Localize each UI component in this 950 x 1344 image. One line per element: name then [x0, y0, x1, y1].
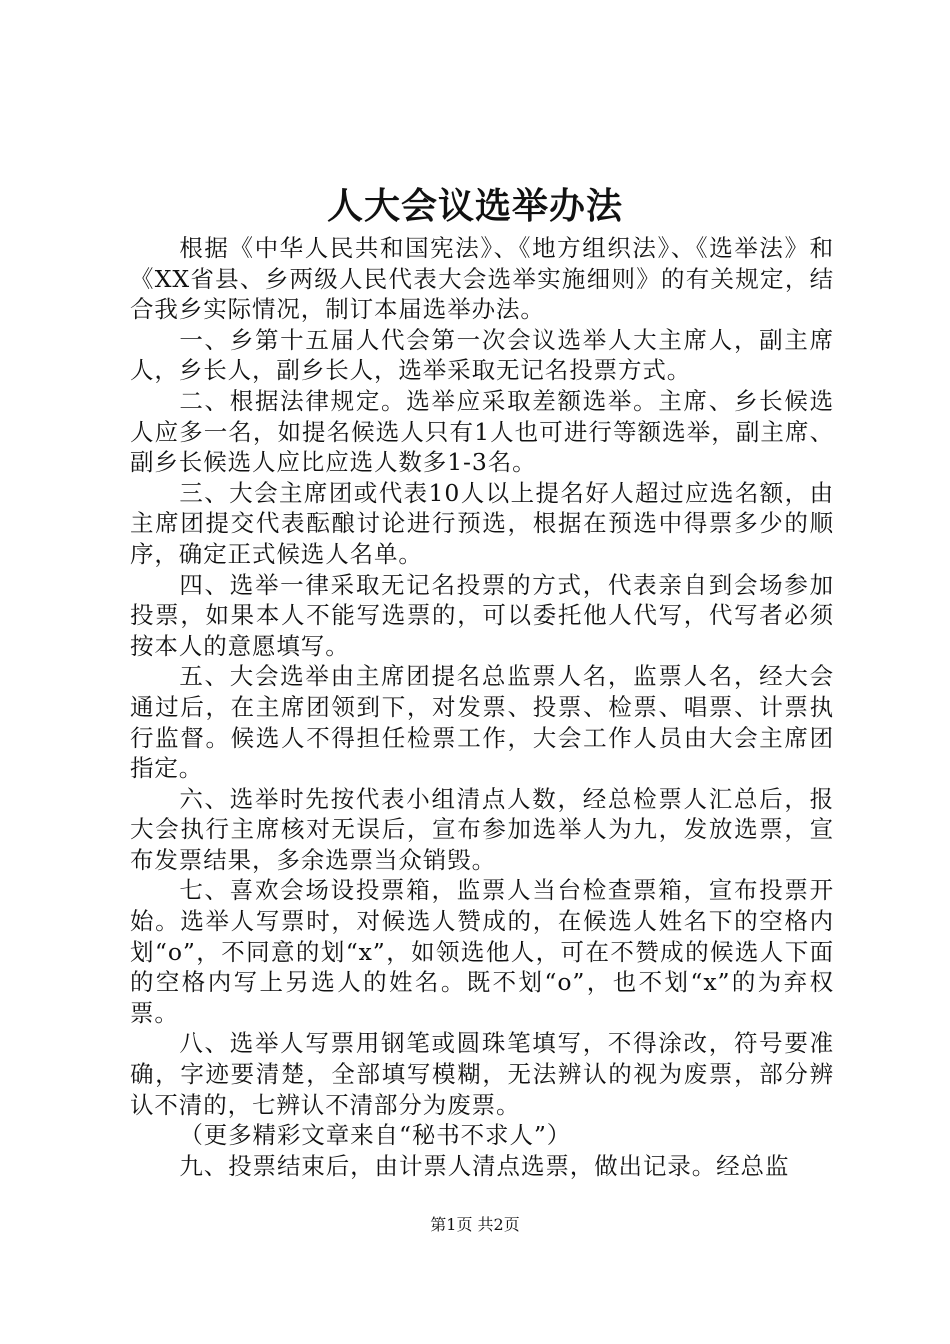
paragraph-item-5: 五、大会选举由主席团提名总监票人名，监票人名，经大会通过后，在主席团领到下，对发票、投票、检票、唱票、计票执行监督。候选人不得担任检票工作，大会工作人员由大会主席团指定。	[130, 662, 834, 783]
paragraph-item-4: 四、选举一律采取无记名投票的方式，代表亲自到会场参加投票，如果本人不能写选票的，可以委托他人代写，代写者必须按本人的意愿填写。	[130, 570, 834, 660]
paragraph-item-2: 二、根据法律规定。选举应采取差额选举。主席、乡长候选人应多一名，如提名候选人只有1人也可进行等额选举，副主席、副乡长候选人应比应选人数多1-3名。	[130, 386, 834, 477]
document-title: 人大会议选举办法	[326, 185, 623, 227]
paragraph-item-9: 九、投票结束后，由计票人清点选票，做出记录。经总监	[179, 1151, 790, 1180]
paragraph-intro: 根据《中华人民共和国宪法》、《地方组织法》、《选举法》和《XX省县、乡两级人民代表大会选举实施细则》的有关规定，结合我乡实际情况，制订本届选举办法。	[130, 234, 834, 324]
paragraph-item-6: 六、选举时先按代表小组清点人数，经总检票人汇总后，报大会执行主席核对无误后，宣布参加选举人为九，发放选票，宣布发票结果，多余选票当众销毁。	[130, 784, 834, 874]
paragraph-item-1: 一、乡第十五届人代会第一次会议选举人大主席人，副主席人，乡长人，副乡长人，选举采取无记名投票方式。	[130, 325, 834, 385]
page-number-footer: 第1页 共2页	[430, 1215, 520, 1234]
paragraph-source-note: （更多精彩文章来自“秘书不求人”）	[179, 1121, 572, 1150]
paragraph-item-3: 三、大会主席团或代表10人以上提名好人超过应选名额，由主席团提交代表酝酿讨论进行预选，根据在预选中得票多少的顺序，确定正式候选人名单。	[130, 478, 834, 568]
paragraph-item-7: 七、喜欢会场设投票箱，监票人当台检查票箱，宣布投票开始。选举人写票时，对候选人赞成的，在候选人姓名下的空格内划“o”，不同意的划“x”，如领选他人，可在不赞成的候选人下面的空格内写上另选人的姓名。既不划“o”，也不划“x”的为弃权票。	[130, 876, 834, 1027]
document-body	[130, 233, 834, 1181]
paragraph-item-8: 八、选举人写票用钢笔或圆珠笔填写，不得涂改，符号要准确，字迹要清楚，全部填写模糊，无法辨认的视为废票，部分辨认不清的，七辨认不清部分为废票。	[130, 1029, 834, 1119]
